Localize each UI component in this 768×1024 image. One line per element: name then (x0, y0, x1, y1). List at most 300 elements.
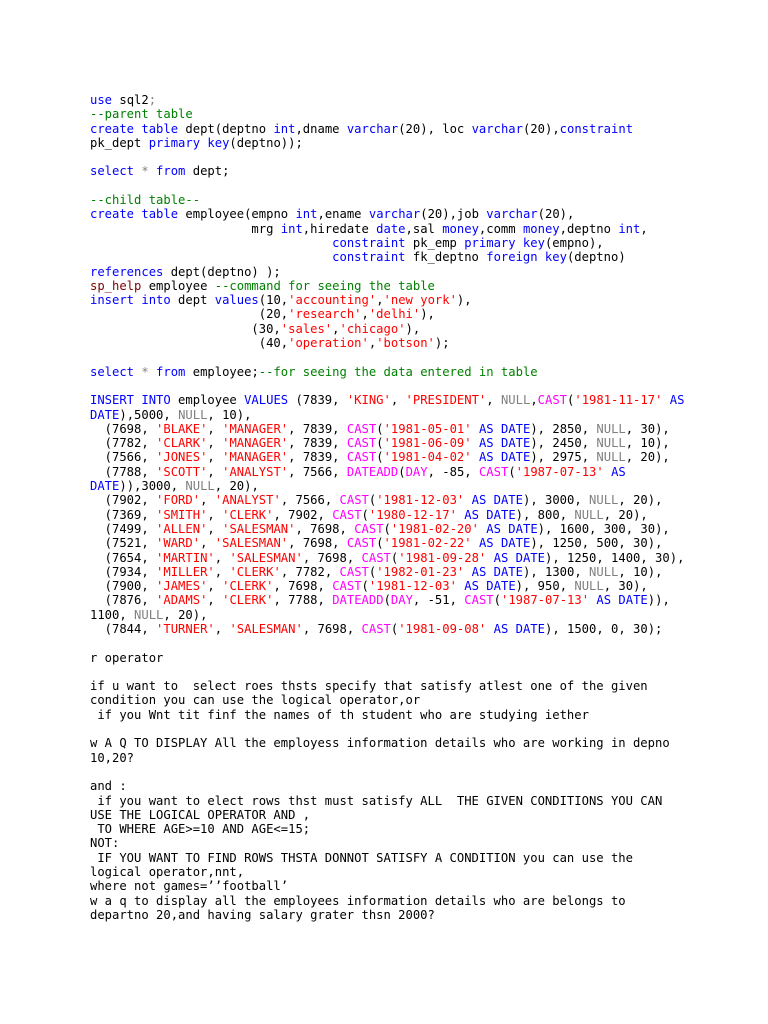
code-token: '1981-04-02' (383, 450, 472, 465)
code-token: dept(deptno) ); (163, 264, 281, 279)
code-token: ), 950, (515, 579, 575, 594)
code-line (90, 879, 760, 893)
code-line (90, 651, 760, 665)
code-token: int (618, 221, 641, 236)
code-line (90, 393, 760, 407)
code-token: , (207, 579, 223, 594)
code-token: ), 1250, 1400, 30), (545, 550, 685, 565)
code-token: ,ename (317, 207, 369, 222)
code-token (486, 551, 493, 565)
code-token: ), (405, 321, 421, 336)
blank-line (90, 150, 760, 164)
code-token: (7844, (90, 621, 157, 636)
code-line (90, 608, 760, 622)
blank-line (90, 722, 760, 736)
code-token (472, 422, 479, 436)
code-token: (7698, (90, 421, 157, 436)
code-token: from (156, 164, 186, 179)
code-token: '1981-12-03' (368, 579, 457, 594)
code-token: CAST (346, 450, 377, 465)
code-token: NULL (178, 407, 208, 422)
code-token: , (214, 621, 230, 636)
code-token: sql2 (112, 93, 149, 107)
code-token: 'MILLER' (156, 564, 215, 579)
code-token (604, 465, 611, 479)
code-token: , (332, 321, 340, 336)
code-token: employee (170, 393, 245, 408)
code-token: , (207, 464, 223, 479)
code-line (90, 465, 760, 479)
code-token: DATEADD (346, 464, 399, 479)
code-line (90, 136, 760, 150)
code-line (90, 808, 760, 822)
code-token: if you Wnt tit finf the names of th student who are studying iether (90, 707, 589, 722)
code-token: (20), (537, 207, 575, 222)
code-token: 'research' (288, 307, 362, 322)
code-token: select (90, 364, 135, 379)
code-token: , 7566, (288, 464, 347, 479)
code-token: 'chicago' (339, 321, 406, 336)
code-token: primary key (464, 235, 545, 250)
code-token: DATE (90, 407, 120, 422)
code-token: from (156, 364, 186, 379)
code-token: AS DATE (493, 621, 545, 636)
code-token: AS DATE (478, 450, 531, 465)
code-token: '1981-02-22' (383, 536, 472, 551)
code-token: ,sal (405, 221, 443, 236)
code-token: foreign key (486, 250, 567, 265)
code-token: ( (361, 579, 369, 594)
code-token: TO WHERE AGE>=10 AND AGE<=15; (90, 822, 311, 837)
code-token (90, 250, 332, 264)
code-token: DAY (405, 464, 428, 479)
code-token: (20),job (420, 207, 487, 222)
code-token: , (368, 336, 377, 351)
code-token: condition you can use the logical operator,or (90, 693, 421, 708)
code-line (90, 522, 760, 536)
code-token: int (280, 221, 303, 236)
code-token: '1981-11-17' (574, 393, 663, 408)
code-token: 'BLAKE' (156, 421, 208, 436)
code-token: (7499, (90, 521, 157, 536)
code-token: dept(deptno (178, 121, 274, 136)
code-token: (10, (258, 293, 289, 308)
code-token: , 10), (207, 407, 252, 422)
code-token: w a q to display all the employees information details who are belongs to (90, 893, 626, 908)
code-line (90, 693, 760, 707)
code-token: (7654, (90, 550, 157, 565)
code-token: 'MANAGER' (222, 421, 289, 436)
code-token: where not games=’’football’ (90, 879, 289, 894)
code-token: 'JAMES' (156, 579, 208, 594)
code-line (90, 836, 760, 850)
code-token: money (442, 221, 479, 236)
code-token: logical operator,nnt, (90, 865, 245, 880)
code-token: , (640, 221, 648, 236)
code-line (90, 336, 760, 350)
code-token (90, 236, 332, 250)
code-line (90, 865, 760, 879)
code-token: 'SCOTT' (156, 464, 208, 479)
code-line (90, 579, 760, 593)
code-token: CAST (361, 550, 391, 565)
code-token: primary key (148, 135, 230, 150)
blank-line (90, 179, 760, 193)
code-token: , 7698, (302, 621, 362, 636)
code-token: ), 2975, (530, 450, 597, 465)
code-token: dept (170, 293, 215, 308)
code-line (90, 779, 760, 793)
code-line (90, 751, 760, 765)
code-token: w A Q TO DISPLAY All the employess information details who are working in depno (90, 736, 670, 751)
code-token: constraint (332, 250, 406, 265)
code-token: NULL (574, 579, 604, 594)
code-token: * (134, 364, 157, 379)
code-token: ,comm (478, 221, 523, 236)
code-token: 'SALESMAN' (222, 521, 296, 536)
code-token: varchar (471, 121, 523, 136)
code-token: 'accounting' (288, 293, 377, 308)
code-token: --command for seeing the table (214, 278, 435, 293)
code-token: , 7839, (288, 450, 347, 465)
code-token: , 7698, (295, 521, 355, 536)
code-token: 'operation' (288, 336, 369, 351)
code-token: , -51, (412, 593, 465, 608)
code-token: , 20), (214, 479, 259, 494)
code-token: NULL (134, 607, 164, 622)
code-token: CAST (346, 421, 377, 436)
code-token: 'ANALYST' (214, 493, 281, 508)
code-token: int (295, 207, 318, 222)
code-token: (7900, (90, 579, 157, 594)
code-token: CAST (339, 564, 369, 579)
code-token: ( (383, 593, 391, 608)
code-line (90, 508, 760, 522)
code-token: (7934, (90, 564, 157, 579)
code-token: (40, (90, 336, 289, 351)
code-token: 'KING' (346, 393, 391, 408)
code-line (90, 207, 760, 221)
code-token: (empno), (544, 235, 604, 250)
code-token: , 7788, (273, 593, 333, 608)
code-token: (7902, (90, 493, 157, 508)
code-token: 'MANAGER' (222, 450, 289, 465)
code-token: CAST (354, 521, 384, 536)
code-token: NULL (500, 393, 531, 408)
code-token: use (90, 93, 113, 107)
code-token: )), (647, 593, 670, 608)
code-token: (7782, (90, 436, 157, 451)
code-token: ( (567, 393, 575, 408)
code-token: int (273, 121, 296, 136)
code-line (90, 450, 760, 464)
code-token: , (214, 550, 230, 565)
code-token: ; (148, 93, 157, 107)
code-token: (7521, (90, 536, 157, 551)
code-token: references (90, 264, 164, 279)
code-token: (20), loc (398, 121, 472, 136)
code-token: '1987-07-13' (515, 464, 604, 479)
code-token: 'WARD' (156, 536, 201, 551)
code-token: NULL (589, 564, 619, 579)
code-token: INSERT INTO (90, 393, 171, 408)
code-token: 'ALLEN' (156, 521, 208, 536)
code-token: , 7698, (273, 579, 333, 594)
code-token: USE THE LOGICAL OPERATOR AND , (90, 807, 311, 822)
code-token: ( (368, 564, 377, 579)
code-line (90, 408, 760, 422)
code-token: 'CLARK' (156, 436, 208, 451)
code-line (90, 536, 760, 550)
code-token: constraint (332, 235, 406, 250)
code-token: , (207, 593, 223, 608)
code-token: --child table-- (90, 193, 201, 208)
code-line (90, 908, 760, 922)
code-token: mrg (90, 221, 281, 236)
code-token: , (207, 421, 223, 436)
code-line (90, 122, 760, 136)
code-line (90, 236, 760, 250)
code-token: , 10), (618, 564, 663, 579)
code-token (472, 450, 479, 464)
code-token: '1981-02-20' (390, 521, 479, 536)
code-token: CAST (346, 436, 377, 451)
code-token: insert into (90, 293, 171, 308)
code-token: (7876, (90, 593, 157, 608)
code-token: AS DATE (478, 536, 531, 551)
code-token: ), (456, 293, 472, 308)
code-token: , 7566, (280, 493, 340, 508)
code-token: date (376, 221, 406, 236)
code-line (90, 250, 760, 264)
code-token: , (207, 436, 223, 451)
code-line (90, 851, 760, 865)
code-token: 'FORD' (156, 493, 201, 508)
code-token: money (522, 221, 560, 236)
code-token: and : (90, 779, 127, 794)
code-token: ), (420, 307, 435, 322)
code-token: AS (611, 464, 626, 479)
code-token: IF YOU WANT TO FIND ROWS THSTA DONNOT SATISFY A CONDITION you can use the (90, 850, 633, 865)
code-token: NULL (185, 479, 215, 494)
code-token (464, 565, 471, 579)
code-token: 'new york' (383, 293, 457, 308)
code-token: sp_help (90, 278, 142, 293)
code-token: '1980-12-17' (368, 507, 457, 522)
code-line (90, 322, 760, 336)
code-token (464, 493, 471, 507)
code-token: (30, (90, 321, 281, 336)
code-token: , (200, 493, 215, 508)
code-token: VALUES (244, 393, 289, 408)
code-line (90, 279, 760, 293)
code-line (90, 422, 760, 436)
code-line (90, 193, 760, 207)
code-token: , (361, 307, 369, 322)
code-token (662, 393, 669, 407)
code-line (90, 822, 760, 836)
code-token: ( (390, 621, 399, 636)
blank-line (90, 765, 760, 779)
code-token: ,dname (295, 121, 347, 136)
code-token: AS DATE (596, 593, 648, 608)
code-token: ,deptno (559, 221, 619, 236)
code-token: , 7698, (288, 536, 347, 551)
code-token: employee(empno (178, 207, 296, 222)
code-token: ), 1600, 300, 30), (537, 521, 670, 536)
code-token: ,hiredate (302, 221, 377, 236)
code-token: )),3000, (119, 479, 186, 494)
code-token: , (486, 393, 501, 408)
code-token: --parent table (90, 107, 193, 122)
code-token: AS DATE (478, 436, 531, 451)
blank-line (90, 665, 760, 679)
code-token: r operator (90, 650, 164, 665)
code-token: ), 1250, 500, 30), (530, 536, 663, 551)
code-line (90, 736, 760, 750)
code-token: , 7839, (288, 421, 347, 436)
code-token: ( (376, 450, 384, 465)
code-token: 'ANALYST' (222, 464, 289, 479)
code-token: '1987-07-13' (501, 593, 590, 608)
code-token: 'CLERK' (222, 593, 274, 608)
code-line (90, 593, 760, 607)
code-token: DATE (90, 479, 120, 494)
code-token: dept; (185, 164, 230, 179)
code-token: CAST (332, 579, 362, 594)
code-token: , 20), (625, 450, 670, 465)
code-token: 'CLERK' (229, 564, 281, 579)
code-token: constraint (559, 121, 634, 136)
code-token: ), 800, (515, 507, 575, 522)
code-token: , 20), (603, 507, 648, 522)
code-line (90, 307, 760, 321)
code-token: if u want to select roes thsts specify that satisfy atlest one of the given (90, 679, 648, 694)
code-token: ); (434, 336, 450, 351)
code-token: --for seeing the data entered in table (258, 364, 538, 379)
code-line (90, 679, 760, 693)
code-token: AS DATE (464, 579, 516, 594)
code-token: select (90, 164, 135, 179)
code-token: , (207, 521, 223, 536)
code-token: (20, (90, 307, 289, 322)
code-line (90, 164, 760, 178)
code-token: CAST (361, 621, 391, 636)
code-token: CAST (464, 593, 494, 608)
code-token: ),5000, (119, 407, 179, 422)
code-token: , (207, 450, 223, 465)
code-token: if you want to elect rows thst must satisfy ALL THE GIVEN CONDITIONS YOU CAN (90, 793, 663, 808)
code-line (90, 894, 760, 908)
code-token: , 30), (625, 421, 670, 436)
code-token: CAST (346, 536, 377, 551)
code-token: create table (90, 121, 179, 136)
code-line (90, 708, 760, 722)
code-token: (7566, (90, 450, 157, 465)
document-page (90, 93, 760, 922)
code-token: (7788, (90, 464, 157, 479)
code-token: departno 20,and having salary grater thsn 2000? (90, 907, 435, 922)
code-line (90, 493, 760, 507)
code-token: varchar (368, 207, 421, 222)
code-line (90, 107, 760, 121)
code-token: fk_deptno (405, 250, 487, 265)
code-token: ( (368, 493, 377, 508)
code-token: , 7698, (302, 550, 362, 565)
code-token: NOT: (90, 836, 120, 851)
code-token: '1981-09-28' (398, 550, 487, 565)
code-token: * (134, 164, 157, 179)
code-token: values (214, 293, 259, 308)
code-token: , (200, 536, 215, 551)
code-token: 'MARTIN' (156, 550, 215, 565)
code-token: '1982-01-23' (376, 564, 465, 579)
code-token: CAST (478, 464, 509, 479)
code-token: NULL (596, 436, 626, 451)
code-token: 'JONES' (156, 450, 208, 465)
code-token: NULL (596, 421, 626, 436)
code-token: DATEADD (332, 593, 384, 608)
code-token: 'CLERK' (222, 579, 274, 594)
code-line (90, 551, 760, 565)
code-token: (20), (522, 121, 560, 136)
code-token: CAST (332, 507, 362, 522)
code-token: 'delhi' (368, 307, 421, 322)
code-token: NULL (589, 493, 619, 508)
code-token: '1981-05-01' (383, 421, 472, 436)
code-token: ), 3000, (523, 493, 590, 508)
code-token: pk_emp (405, 235, 465, 250)
code-token: ( (383, 521, 391, 536)
code-token: , 20), (163, 607, 208, 622)
code-line (90, 622, 760, 636)
code-token: ( (508, 464, 516, 479)
code-token: 'botson' (376, 336, 435, 351)
code-token: AS DATE (493, 550, 545, 565)
code-token: varchar (346, 121, 399, 136)
code-line (90, 293, 760, 307)
code-token: 'MANAGER' (222, 436, 289, 451)
code-token: , 20), (618, 493, 663, 508)
code-token: '1981-09-08' (398, 621, 487, 636)
blank-line (90, 379, 760, 393)
code-line (90, 565, 760, 579)
code-token: 'TURNER' (156, 621, 215, 636)
code-token: , 7782, (280, 564, 340, 579)
code-token: NULL (574, 507, 604, 522)
code-token: AS (669, 393, 685, 408)
code-token: AS DATE (471, 564, 523, 579)
code-token: ( (493, 593, 501, 608)
code-token: , -85, (427, 464, 479, 479)
code-line (90, 222, 760, 236)
code-token: 10,20? (90, 750, 135, 765)
code-token: '1981-06-09' (383, 436, 472, 451)
code-token: ( (376, 421, 384, 436)
sql-notes-text (90, 93, 760, 922)
code-token: 'ADAMS' (156, 593, 208, 608)
code-token: ( (398, 464, 406, 479)
code-token: '1981-12-03' (376, 493, 465, 508)
code-token: employee; (185, 364, 259, 379)
code-token: ), 1300, (523, 564, 590, 579)
code-token: employee (141, 278, 215, 293)
code-token: CAST (537, 393, 568, 408)
code-token: , 7902, (273, 507, 333, 522)
code-token: , 30), (603, 579, 648, 594)
code-token: , (207, 507, 223, 522)
code-line (90, 436, 760, 450)
